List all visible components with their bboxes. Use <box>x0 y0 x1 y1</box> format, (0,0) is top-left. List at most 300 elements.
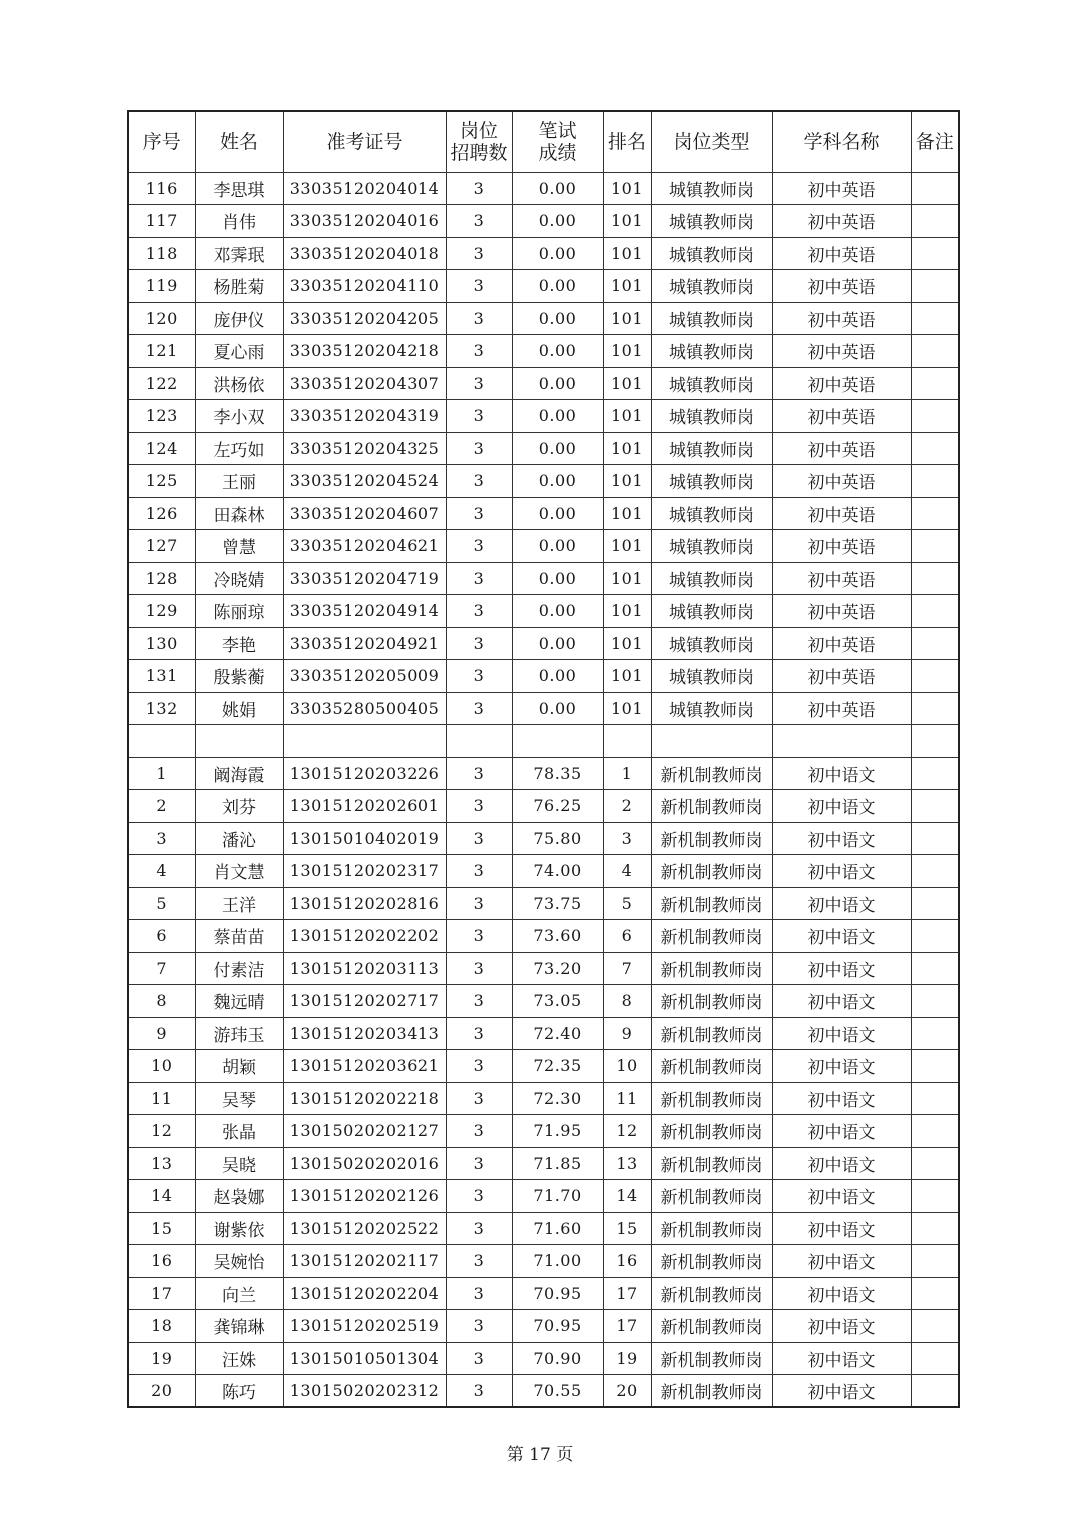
cell-subject: 初中语文 <box>772 1180 911 1213</box>
cell-score: 71.00 <box>512 1245 603 1278</box>
cell-positions: 3 <box>446 855 512 888</box>
table-row <box>128 952 959 985</box>
cell-exam-id: 33035120204921 <box>283 627 446 660</box>
cell-name: 王洋 <box>195 887 283 920</box>
cell-name: 吴琴 <box>195 1082 283 1115</box>
cell-positions: 3 <box>446 1017 512 1050</box>
cell-post-type: 新机制教师岗 <box>651 1082 772 1115</box>
cell-remark <box>911 367 959 400</box>
cell-seq: 17 <box>128 1277 195 1310</box>
cell-remark <box>911 692 959 725</box>
cell-rank: 19 <box>603 1342 651 1375</box>
cell-positions: 3 <box>446 1082 512 1115</box>
cell-post-type: 城镇教师岗 <box>651 497 772 530</box>
cell-rank: 13 <box>603 1147 651 1180</box>
cell-positions: 3 <box>446 985 512 1018</box>
cell-remark <box>911 335 959 368</box>
cell-remark <box>911 1342 959 1375</box>
cell-score: 0.00 <box>512 237 603 270</box>
cell-seq: 128 <box>128 562 195 595</box>
cell-rank: 101 <box>603 497 651 530</box>
cell-exam-id: 13015120203113 <box>283 952 446 985</box>
cell-exam-id: 33035280500405 <box>283 692 446 725</box>
cell-score: 70.90 <box>512 1342 603 1375</box>
cell-rank: 9 <box>603 1017 651 1050</box>
cell-post-type: 城镇教师岗 <box>651 205 772 238</box>
table-row <box>128 237 959 270</box>
cell-rank: 15 <box>603 1212 651 1245</box>
cell-subject: 初中英语 <box>772 172 911 205</box>
cell-subject: 初中语文 <box>772 757 911 790</box>
cell-score: 70.55 <box>512 1375 603 1408</box>
cell-name: 谢紫依 <box>195 1212 283 1245</box>
table-row <box>128 595 959 628</box>
cell-score: 0.00 <box>512 595 603 628</box>
cell-subject: 初中语文 <box>772 920 911 953</box>
cell-subject: 初中语文 <box>772 1147 911 1180</box>
table-row <box>128 985 959 1018</box>
cell-score: 76.25 <box>512 790 603 823</box>
cell-exam-id: 33035120204110 <box>283 270 446 303</box>
cell-exam-id: 33035120204218 <box>283 335 446 368</box>
cell-subject: 初中英语 <box>772 530 911 563</box>
cell-post-type: 新机制教师岗 <box>651 1245 772 1278</box>
cell-post-type: 新机制教师岗 <box>651 1017 772 1050</box>
cell-rank: 7 <box>603 952 651 985</box>
cell-score: 0.00 <box>512 302 603 335</box>
cell-remark <box>911 757 959 790</box>
cell-score: 72.35 <box>512 1050 603 1083</box>
cell-seq: 8 <box>128 985 195 1018</box>
cell-name: 殷紫蘅 <box>195 660 283 693</box>
cell-exam-id: 13015020202016 <box>283 1147 446 1180</box>
table-row <box>128 692 959 725</box>
table-row <box>128 335 959 368</box>
cell-seq: 5 <box>128 887 195 920</box>
table-row <box>128 497 959 530</box>
cell-score: 72.30 <box>512 1082 603 1115</box>
table-row <box>128 855 959 888</box>
cell-remark <box>911 1082 959 1115</box>
cell-exam-id: 13015010402019 <box>283 822 446 855</box>
cell-seq: 18 <box>128 1310 195 1343</box>
cell-positions: 3 <box>446 660 512 693</box>
cell-remark <box>911 497 959 530</box>
cell-subject: 初中英语 <box>772 660 911 693</box>
table-row <box>128 725 959 758</box>
cell-seq: 13 <box>128 1147 195 1180</box>
cell-name: 游玮玉 <box>195 1017 283 1050</box>
cell-remark <box>911 1310 959 1343</box>
cell-rank: 17 <box>603 1310 651 1343</box>
cell-post-type: 新机制教师岗 <box>651 757 772 790</box>
cell-remark <box>911 660 959 693</box>
cell-rank: 101 <box>603 367 651 400</box>
cell-exam-id: 33035120204205 <box>283 302 446 335</box>
cell-rank: 101 <box>603 270 651 303</box>
cell-seq: 20 <box>128 1375 195 1408</box>
table-row <box>128 920 959 953</box>
cell-name: 汪姝 <box>195 1342 283 1375</box>
cell-subject: 初中语文 <box>772 1342 911 1375</box>
header-remark: 备注 <box>911 111 959 172</box>
table-row <box>128 270 959 303</box>
cell-seq: 10 <box>128 1050 195 1083</box>
cell-seq: 12 <box>128 1115 195 1148</box>
table-row <box>128 1147 959 1180</box>
cell-seq: 120 <box>128 302 195 335</box>
cell-exam-id: 13015120203226 <box>283 757 446 790</box>
table-row <box>128 367 959 400</box>
cell-positions: 3 <box>446 1277 512 1310</box>
cell-score: 0.00 <box>512 432 603 465</box>
cell-subject: 初中英语 <box>772 562 911 595</box>
cell-score: 0.00 <box>512 692 603 725</box>
cell-exam-id: 13015120203621 <box>283 1050 446 1083</box>
cell-exam-id: 33035120204524 <box>283 465 446 498</box>
cell-subject: 初中语文 <box>772 952 911 985</box>
cell-post-type: 新机制教师岗 <box>651 1050 772 1083</box>
cell-rank: 101 <box>603 465 651 498</box>
table-row <box>128 400 959 433</box>
header-score-line: 笔试 <box>538 119 577 142</box>
cell-name: 阚海霞 <box>195 757 283 790</box>
cell-rank: 16 <box>603 1245 651 1278</box>
cell-seq: 118 <box>128 237 195 270</box>
cell-seq: 124 <box>128 432 195 465</box>
cell-remark <box>911 1050 959 1083</box>
cell-post-type: 城镇教师岗 <box>651 562 772 595</box>
cell-rank: 14 <box>603 1180 651 1213</box>
cell-rank: 5 <box>603 887 651 920</box>
header-positions-line: 岗位 <box>459 119 498 142</box>
cell-exam-id: 33035120204719 <box>283 562 446 595</box>
cell-subject: 初中英语 <box>772 302 911 335</box>
cell-remark <box>911 1277 959 1310</box>
cell-remark <box>911 1017 959 1050</box>
cell-remark <box>911 1147 959 1180</box>
cell-score: 71.95 <box>512 1115 603 1148</box>
cell-rank: 101 <box>603 237 651 270</box>
cell-subject: 初中英语 <box>772 497 911 530</box>
cell-positions: 3 <box>446 887 512 920</box>
table-row <box>128 627 959 660</box>
cell-exam-id: 33035120204014 <box>283 172 446 205</box>
cell-name: 胡颖 <box>195 1050 283 1083</box>
cell-post-type: 新机制教师岗 <box>651 1147 772 1180</box>
cell-subject: 初中英语 <box>772 432 911 465</box>
table-row <box>128 1245 959 1278</box>
header-row <box>128 111 959 172</box>
cell-name: 杨胜菊 <box>195 270 283 303</box>
cell-positions: 3 <box>446 692 512 725</box>
cell-name: 付素洁 <box>195 952 283 985</box>
cell-rank: 11 <box>603 1082 651 1115</box>
cell-positions: 3 <box>446 205 512 238</box>
header-score <box>512 111 603 172</box>
cell-exam-id: 33035120204607 <box>283 497 446 530</box>
cell-exam-id: 13015010501304 <box>283 1342 446 1375</box>
cell-post-type: 新机制教师岗 <box>651 985 772 1018</box>
cell-score: 73.75 <box>512 887 603 920</box>
table-row <box>128 887 959 920</box>
cell-subject: 初中语文 <box>772 1310 911 1343</box>
cell-seq: 2 <box>128 790 195 823</box>
cell-positions: 3 <box>446 1147 512 1180</box>
cell-rank: 101 <box>603 205 651 238</box>
cell-seq: 129 <box>128 595 195 628</box>
cell-score: 0.00 <box>512 465 603 498</box>
cell-post-type: 城镇教师岗 <box>651 595 772 628</box>
cell-remark <box>911 725 959 758</box>
cell-post-type: 新机制教师岗 <box>651 1180 772 1213</box>
page-number: 第 17 页 <box>506 1445 574 1465</box>
cell-name: 肖伟 <box>195 205 283 238</box>
cell-name: 夏心雨 <box>195 335 283 368</box>
cell-exam-id: 13015120202519 <box>283 1310 446 1343</box>
cell-post-type: 新机制教师岗 <box>651 1212 772 1245</box>
cell-post-type: 新机制教师岗 <box>651 1310 772 1343</box>
cell-positions: 3 <box>446 1375 512 1408</box>
cell-seq: 1 <box>128 757 195 790</box>
cell-post-type: 城镇教师岗 <box>651 400 772 433</box>
cell-exam-id: 13015120202204 <box>283 1277 446 1310</box>
cell-seq: 11 <box>128 1082 195 1115</box>
cell-post-type: 城镇教师岗 <box>651 465 772 498</box>
cell-seq: 9 <box>128 1017 195 1050</box>
cell-seq: 127 <box>128 530 195 563</box>
cell-seq: 126 <box>128 497 195 530</box>
cell-seq: 4 <box>128 855 195 888</box>
cell-name: 李思琪 <box>195 172 283 205</box>
header-post-type: 岗位类型 <box>651 111 772 172</box>
cell-positions: 3 <box>446 757 512 790</box>
cell-rank: 101 <box>603 627 651 660</box>
cell-rank: 101 <box>603 172 651 205</box>
table-body <box>128 172 959 1407</box>
cell-name: 洪杨依 <box>195 367 283 400</box>
cell-rank: 101 <box>603 530 651 563</box>
cell-remark <box>911 1180 959 1213</box>
cell-rank: 101 <box>603 660 651 693</box>
cell-remark <box>911 627 959 660</box>
cell-positions: 3 <box>446 1050 512 1083</box>
cell-rank: 101 <box>603 302 651 335</box>
cell-exam-id: 13015120202816 <box>283 887 446 920</box>
cell-positions: 3 <box>446 1180 512 1213</box>
cell-exam-id: 33035120204621 <box>283 530 446 563</box>
cell-score: 0.00 <box>512 530 603 563</box>
cell-seq: 125 <box>128 465 195 498</box>
table-row <box>128 530 959 563</box>
cell-seq: 132 <box>128 692 195 725</box>
cell-exam-id: 13015020202127 <box>283 1115 446 1148</box>
cell-exam-id: 33035120204307 <box>283 367 446 400</box>
cell-post-type: 城镇教师岗 <box>651 627 772 660</box>
cell-positions: 3 <box>446 465 512 498</box>
cell-seq: 14 <box>128 1180 195 1213</box>
cell-score: 71.70 <box>512 1180 603 1213</box>
cell-rank: 12 <box>603 1115 651 1148</box>
cell-remark <box>911 530 959 563</box>
cell-subject: 初中语文 <box>772 887 911 920</box>
cell-positions: 3 <box>446 595 512 628</box>
cell-post-type: 新机制教师岗 <box>651 920 772 953</box>
cell-subject: 初中语文 <box>772 790 911 823</box>
cell-positions: 3 <box>446 497 512 530</box>
cell-name: 潘沁 <box>195 822 283 855</box>
cell-name: 刘芬 <box>195 790 283 823</box>
cell-score: 71.85 <box>512 1147 603 1180</box>
cell-name: 张晶 <box>195 1115 283 1148</box>
cell-post-type: 城镇教师岗 <box>651 302 772 335</box>
cell-positions: 3 <box>446 335 512 368</box>
cell-positions: 3 <box>446 627 512 660</box>
cell-seq: 121 <box>128 335 195 368</box>
cell-remark <box>911 205 959 238</box>
cell-subject: 初中英语 <box>772 400 911 433</box>
cell-subject: 初中语文 <box>772 822 911 855</box>
cell-seq: 116 <box>128 172 195 205</box>
cell-post-type: 新机制教师岗 <box>651 822 772 855</box>
cell-remark <box>911 1212 959 1245</box>
cell-score: 0.00 <box>512 270 603 303</box>
cell-score: 0.00 <box>512 497 603 530</box>
cell-rank: 101 <box>603 432 651 465</box>
cell-subject: 初中英语 <box>772 595 911 628</box>
cell-post-type: 新机制教师岗 <box>651 952 772 985</box>
cell-subject: 初中语文 <box>772 1017 911 1050</box>
cell-score: 78.35 <box>512 757 603 790</box>
cell-exam-id: 13015120202117 <box>283 1245 446 1278</box>
cell-post-type: 新机制教师岗 <box>651 1277 772 1310</box>
header-name: 姓名 <box>195 111 283 172</box>
cell-score: 70.95 <box>512 1310 603 1343</box>
table-row <box>128 1115 959 1148</box>
cell-exam-id: 13015120202126 <box>283 1180 446 1213</box>
cell-name: 庞伊仪 <box>195 302 283 335</box>
table-row <box>128 1050 959 1083</box>
cell-seq: 130 <box>128 627 195 660</box>
cell-post-type: 城镇教师岗 <box>651 692 772 725</box>
cell-score: 73.60 <box>512 920 603 953</box>
cell-exam-id: 33035120204018 <box>283 237 446 270</box>
header-seq: 序号 <box>128 111 195 172</box>
cell-seq: 117 <box>128 205 195 238</box>
cell-subject: 初中语文 <box>772 1375 911 1408</box>
cell-score: 0.00 <box>512 335 603 368</box>
cell-remark <box>911 790 959 823</box>
cell-seq: 3 <box>128 822 195 855</box>
cell-subject: 初中英语 <box>772 692 911 725</box>
cell-remark <box>911 562 959 595</box>
cell-name: 吴晓 <box>195 1147 283 1180</box>
cell-subject: 初中语文 <box>772 985 911 1018</box>
cell-post-type: 城镇教师岗 <box>651 335 772 368</box>
cell-exam-id: 33035120205009 <box>283 660 446 693</box>
cell-exam-id: 13015120202601 <box>283 790 446 823</box>
cell-exam-id: 33035120204914 <box>283 595 446 628</box>
table-row <box>128 660 959 693</box>
cell-score: 71.60 <box>512 1212 603 1245</box>
cell-remark <box>911 1115 959 1148</box>
cell-name: 曾慧 <box>195 530 283 563</box>
cell-rank: 101 <box>603 562 651 595</box>
cell-subject: 初中英语 <box>772 627 911 660</box>
cell-name: 邓霁珉 <box>195 237 283 270</box>
cell-positions: 3 <box>446 920 512 953</box>
cell-name: 肖文慧 <box>195 855 283 888</box>
table-row <box>128 757 959 790</box>
cell-positions: 3 <box>446 562 512 595</box>
cell-subject: 初中英语 <box>772 335 911 368</box>
cell-positions: 3 <box>446 302 512 335</box>
cell-name: 赵袅娜 <box>195 1180 283 1213</box>
cell-name: 陈巧 <box>195 1375 283 1408</box>
cell-name: 陈丽琼 <box>195 595 283 628</box>
cell-name: 吴婉怡 <box>195 1245 283 1278</box>
cell-positions: 3 <box>446 432 512 465</box>
cell-score: 73.20 <box>512 952 603 985</box>
cell-score: 0.00 <box>512 660 603 693</box>
cell-rank: 3 <box>603 822 651 855</box>
cell-name: 蔡苗苗 <box>195 920 283 953</box>
cell-seq: 16 <box>128 1245 195 1278</box>
table-row <box>128 1342 959 1375</box>
cell-remark <box>911 237 959 270</box>
cell-subject: 初中语文 <box>772 1082 911 1115</box>
cell-seq: 131 <box>128 660 195 693</box>
cell-subject: 初中语文 <box>772 1115 911 1148</box>
cell-name: 冷晓婧 <box>195 562 283 595</box>
cell-remark <box>911 952 959 985</box>
header-positions-line: 招聘数 <box>450 141 508 164</box>
cell-name: 王丽 <box>195 465 283 498</box>
cell-post-type: 城镇教师岗 <box>651 367 772 400</box>
cell-positions: 3 <box>446 822 512 855</box>
results-table <box>127 110 960 1408</box>
cell-score: 70.95 <box>512 1277 603 1310</box>
cell-rank: 8 <box>603 985 651 1018</box>
cell-score: 0.00 <box>512 205 603 238</box>
cell-remark <box>911 465 959 498</box>
header-rank: 排名 <box>603 111 651 172</box>
cell-exam-id <box>283 725 446 758</box>
cell-positions: 3 <box>446 1342 512 1375</box>
cell-name <box>195 725 283 758</box>
cell-seq: 19 <box>128 1342 195 1375</box>
cell-rank: 101 <box>603 400 651 433</box>
cell-post-type <box>651 725 772 758</box>
cell-positions: 3 <box>446 1212 512 1245</box>
cell-positions: 3 <box>446 400 512 433</box>
cell-name: 姚娟 <box>195 692 283 725</box>
table-row <box>128 1375 959 1408</box>
cell-post-type: 城镇教师岗 <box>651 270 772 303</box>
cell-name: 李小双 <box>195 400 283 433</box>
cell-positions: 3 <box>446 237 512 270</box>
cell-exam-id: 33035120204325 <box>283 432 446 465</box>
table-row <box>128 465 959 498</box>
cell-positions: 3 <box>446 952 512 985</box>
cell-rank: 17 <box>603 1277 651 1310</box>
table-row <box>128 1180 959 1213</box>
cell-post-type: 新机制教师岗 <box>651 790 772 823</box>
cell-subject: 初中英语 <box>772 270 911 303</box>
cell-remark <box>911 1245 959 1278</box>
cell-score: 0.00 <box>512 367 603 400</box>
cell-score: 0.00 <box>512 400 603 433</box>
